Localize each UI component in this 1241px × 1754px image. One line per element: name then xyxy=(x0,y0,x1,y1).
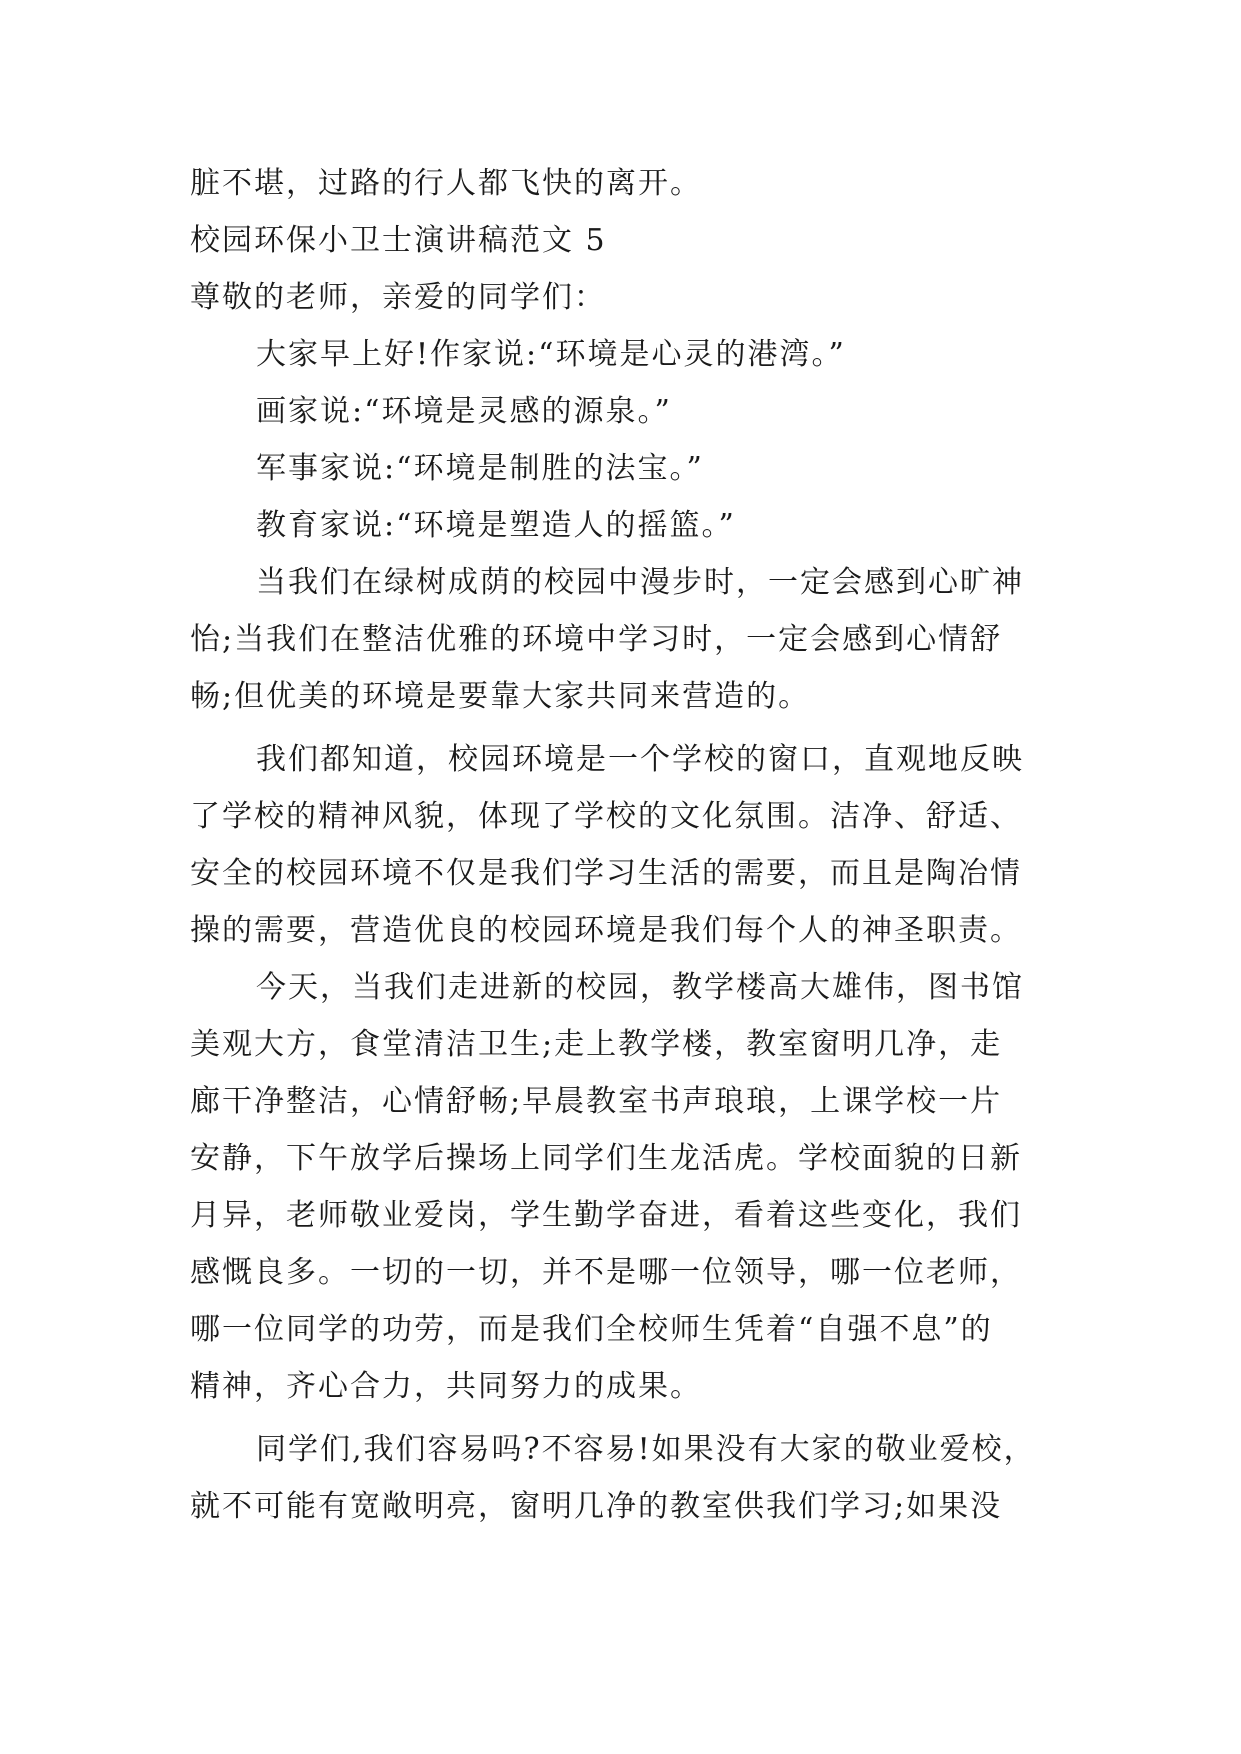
paragraph-start: 今天，当我们走进新的校园，教学楼高大雄伟，图书馆 xyxy=(256,970,1024,1005)
text-line: 就不可能有宽敞明亮，窗明几净的教室供我们学习;如果没 xyxy=(190,1489,1003,1524)
text-line: 安全的校园环境不仅是我们学习生活的需要，而且是陶冶情 xyxy=(190,856,1022,891)
paragraph-start: 同学们,我们容易吗?不容易!如果没有大家的敬业爱校， xyxy=(256,1432,1036,1467)
text-line: 操的需要，营造优良的校园环境是我们每个人的神圣职责。 xyxy=(190,913,1022,948)
text-line: 脏不堪，过路的行人都飞快的离开。 xyxy=(190,166,702,201)
paragraph-start: 当我们在绿树成荫的校园中漫步时，一定会感到心旷神 xyxy=(256,565,1024,600)
text-line: 廊干净整洁，心情舒畅;早晨教室书声琅琅，上课学校一片 xyxy=(190,1084,1003,1119)
text-line: 安静，下午放学后操场上同学们生龙活虎。学校面貌的日新 xyxy=(190,1141,1022,1176)
speech-text xyxy=(190,155,1070,1535)
text-line: 军事家说:“环境是制胜的法宝。” xyxy=(256,451,704,486)
text-line: 哪一位同学的功劳，而是我们全校师生凭着“自强不息”的 xyxy=(190,1312,993,1347)
paragraph-start: 我们都知道，校园环境是一个学校的窗口，直观地反映 xyxy=(256,742,1024,777)
text-line: 了学校的精神风貌，体现了学校的文化氛围。洁净、舒适、 xyxy=(190,799,1022,834)
salutation: 尊敬的老师，亲爱的同学们： xyxy=(190,280,606,315)
text-line: 月异，老师敬业爱岗，学生勤学奋进，看着这些变化，我们 xyxy=(190,1198,1022,1233)
text-line: 怡;当我们在整洁优雅的环境中学习时，一定会感到心情舒 xyxy=(190,622,1003,657)
text-line: 教育家说:“环境是塑造人的摇篮。” xyxy=(256,508,736,543)
text-line: 美观大方，食堂清洁卫生;走上教学楼，教室窗明几净，走 xyxy=(190,1027,1003,1062)
text-line: 畅;但优美的环境是要靠大家共同来营造的。 xyxy=(190,679,811,714)
text-line: 感慨良多。一切的一切，并不是哪一位领导，哪一位老师， xyxy=(190,1255,1022,1290)
text-line: 大家早上好!作家说:“环境是心灵的港湾。” xyxy=(256,337,846,372)
text-line: 画家说:“环境是灵感的源泉。” xyxy=(256,394,672,429)
section-title: 校园环保小卫士演讲稿范文 5 xyxy=(190,223,607,258)
text-line: 精神，齐心合力，共同努力的成果。 xyxy=(190,1369,702,1404)
